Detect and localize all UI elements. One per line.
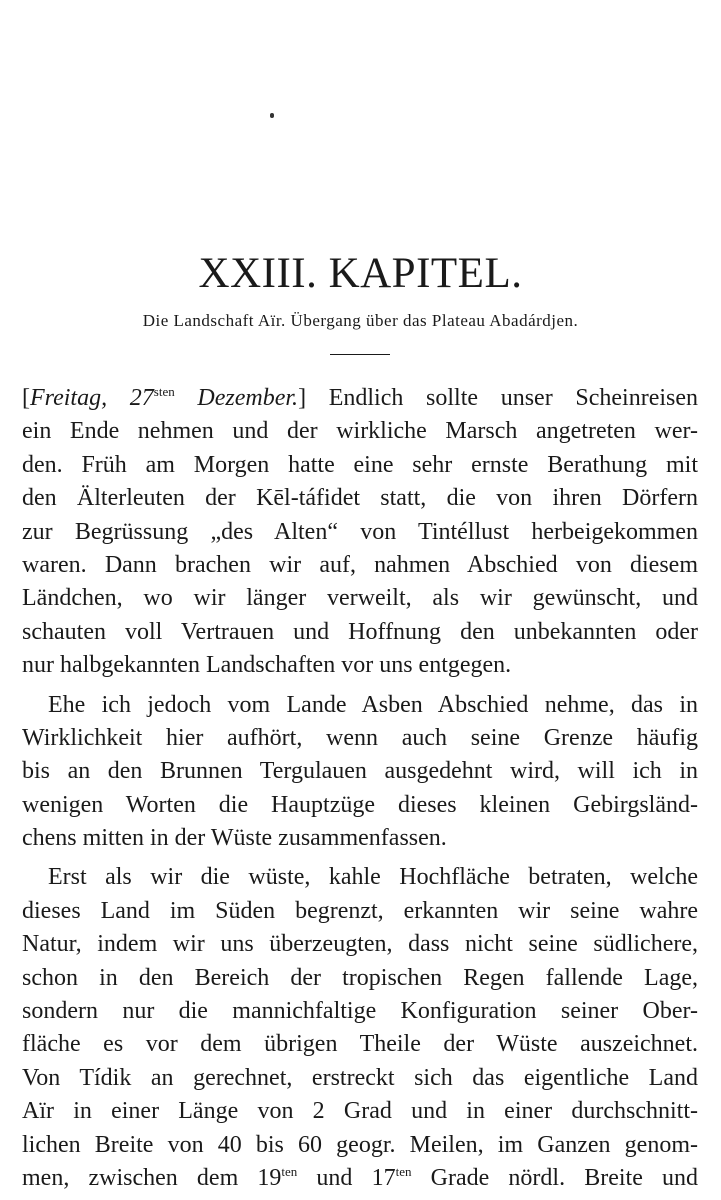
text-line: schon in den Bereich der tropischen Regen fallende Lage, <box>22 964 698 991</box>
text-line: bis an den Brunnen Tergulauen ausgedehnt wird, will ich in <box>22 758 698 785</box>
text-line: Wirklichkeit hier aufhört, wenn auch seine Grenze häufig <box>22 724 698 751</box>
text-line: schauten voll Vertrauen und Hoffnung den unbekannten oder <box>22 618 698 645</box>
title-rule <box>330 354 390 355</box>
text-line: Natur, indem wir uns überzeugten, dass nicht seine südlichere, <box>22 931 698 958</box>
text-line: chens mitten in der Wüste zusammenfassen. <box>22 825 447 852</box>
text-line: Ehe ich jedoch vom Lande Asben Abschied nehme, das in <box>48 691 698 718</box>
text-line: wenigen Worten die Hauptzüge dieses kleinen Gebirgsländ- <box>22 791 698 818</box>
paragraph-2 <box>22 689 698 856</box>
text-line: sondern nur die mannichfaltige Konfiguration seiner Ober- <box>22 998 698 1025</box>
paragraph-1 <box>22 382 698 683</box>
text-line: ein Ende nehmen und der wirkliche Marsch angetreten wer- <box>22 418 698 445</box>
text-line: zur Begrüssung „des Alten“ von Tintéllust herbeigekommen <box>22 518 698 545</box>
text-line: waren. Dann brachen wir auf, nahmen Abschied von diesem <box>22 551 698 578</box>
text-line: den. Früh am Morgen hatte eine sehr ernste Berathung mit <box>22 451 698 478</box>
chapter-body <box>22 382 698 1195</box>
text-line: dieses Land im Süden begrenzt, erkannten wir seine wahre <box>22 897 698 924</box>
chapter-subtitle: Die Landschaft Aïr. Übergang über das Plateau Abadárdjen. <box>142 311 579 330</box>
text-line: men, zwischen dem $19^{ten}$ und $17^{ten}$ Grade nördl. Breite und <box>22 1163 699 1191</box>
text-line: den Älterleuten der Kēl-táfidet statt, die von ihren Dörfern <box>22 485 698 512</box>
chapter-title: XXIII. KAPITEL. <box>198 250 523 297</box>
text-line: Ländchen, wo wir länger verweilt, als wir gewünscht, und <box>22 585 698 612</box>
text-line: Aïr in einer Länge von 2 Grad und in einer durchschnitt- <box>22 1098 698 1125</box>
text-line: nur halbgekannten Landschaften vor uns entgegen. <box>22 652 512 679</box>
ink-speck <box>270 113 274 118</box>
text-line: Erst als wir die wüste, kahle Hochfläche betraten, welche <box>48 864 698 891</box>
text-line: fläche es vor dem übrigen Theile der Wüste auszeichnet. <box>22 1031 698 1058</box>
text-line: Von Tídik an gerechnet, erstreckt sich das eigentliche Land <box>22 1064 698 1091</box>
text-line: [Freitag, $27^{sten}$ Dezember.] Endlich sollte unser Scheinreisen <box>22 384 699 411</box>
paragraph-3 <box>22 861 698 1195</box>
text-line: lichen Breite von 40 bis 60 geogr. Meilen, im Ganzen genom- <box>22 1131 698 1158</box>
